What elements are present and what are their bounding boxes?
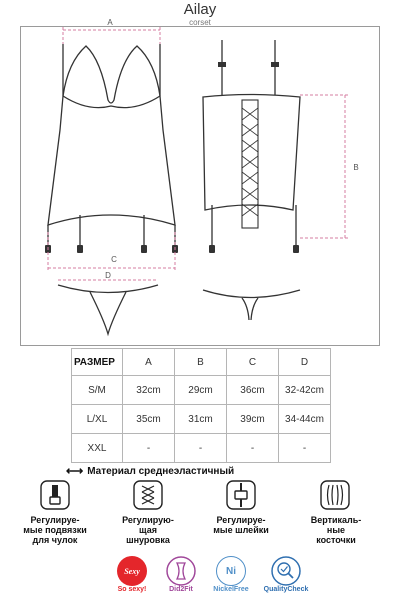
- size-cell: -: [279, 434, 331, 463]
- nickel-free-logo-icon: Ni: [216, 556, 246, 586]
- size-header-cell: C: [227, 349, 279, 376]
- size-cell: 34-44cm: [279, 405, 331, 434]
- size-cell: 39cm: [227, 405, 279, 434]
- feature-straps: [226, 480, 256, 515]
- table-row: [72, 405, 331, 434]
- size-cell: -: [175, 434, 227, 463]
- corset-back-drawing: [203, 40, 300, 245]
- size-header-cell: B: [175, 349, 227, 376]
- feature-label-garters: Регулируе- мые подвязки для чулок: [23, 515, 87, 545]
- size-table-header-row: [72, 349, 331, 376]
- dimension-label-b: B: [353, 163, 359, 172]
- feature-garters: [40, 480, 70, 515]
- dimension-label-a: A: [107, 18, 113, 27]
- dimension-label-c: C: [111, 255, 117, 264]
- size-cell: 29cm: [175, 376, 227, 405]
- lacing-icon: [133, 480, 163, 510]
- product-title: Ailay: [183, 1, 217, 18]
- size-header-cell: РАЗМЕР: [72, 349, 123, 376]
- size-table: [71, 348, 331, 463]
- front-garter-clips: [45, 245, 178, 253]
- logo-so-sexy: Sexy So sexy!: [112, 556, 152, 593]
- size-cell: -: [227, 434, 279, 463]
- size-cell: 31cm: [175, 405, 227, 434]
- double-arrow-icon: ⟷: [66, 464, 84, 478]
- logo-did2fit: Did2Fit: [161, 556, 201, 593]
- quality-check-logo-icon: [271, 556, 301, 586]
- strap-adjuster-icon: [226, 480, 256, 510]
- feature-label-lacing: Регулирую- щая шнуровка: [122, 515, 174, 545]
- boning-icon: [320, 480, 350, 510]
- table-row: [72, 376, 331, 405]
- dimension-label-d: D: [105, 271, 111, 280]
- material-label: Материал среднеэластичный: [87, 465, 235, 477]
- feature-label-straps: Регулируе- мые шлейки: [213, 515, 269, 535]
- feature-boning: [320, 480, 350, 515]
- thong-back-drawing: [203, 290, 300, 320]
- material-note: [66, 464, 366, 478]
- so-sexy-logo-icon: Sexy: [117, 556, 147, 586]
- size-cell: XXL: [72, 434, 123, 463]
- size-cell: 36cm: [227, 376, 279, 405]
- feature-label-boning: Вертикаль- ные косточки: [310, 515, 362, 545]
- corset-front-drawing: [48, 44, 175, 245]
- feature-lacing: [133, 480, 163, 515]
- table-row: [72, 434, 331, 463]
- size-cell: -: [123, 434, 175, 463]
- logo-qualitycheck: QualityCheck: [260, 556, 312, 593]
- product-subtitle: corset: [189, 18, 211, 27]
- logo-nickelfree: Ni NickelFree: [208, 556, 254, 593]
- size-cell: S/M: [72, 376, 123, 405]
- size-cell: 35cm: [123, 405, 175, 434]
- size-header-cell: D: [279, 349, 331, 376]
- size-header-cell: A: [123, 349, 175, 376]
- dimension-lines: [48, 27, 348, 280]
- did2fit-logo-icon: [166, 556, 196, 586]
- size-cell: 32cm: [123, 376, 175, 405]
- size-cell: L/XL: [72, 405, 123, 434]
- garter-clip-icon: [40, 480, 70, 510]
- thong-front-drawing: [58, 285, 158, 334]
- size-cell: 32-42cm: [279, 376, 331, 405]
